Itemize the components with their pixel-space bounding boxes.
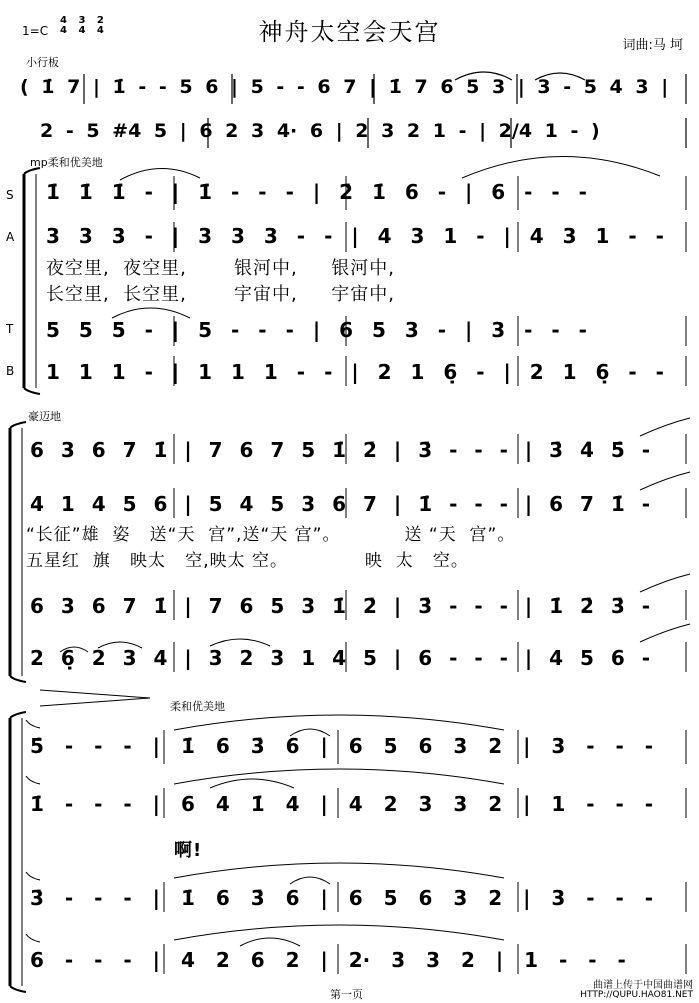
s2-tenor: 6 3 6 7 1̇ | 7 6 5 3 1̇ 2̇ | 3̇ - - - | 1̇ 2̇ 3̇ -	[30, 594, 651, 618]
s3-lyric: 啊!	[174, 840, 203, 861]
tempo-chorus: 豪迈地	[28, 410, 61, 423]
composer-credit: 词曲:马 坷	[622, 38, 683, 53]
s3-tenor: 3̇ - - - | 1̇ 6 3̇ 6 | 6 5 6 3 2 | 3 - - -	[30, 886, 654, 910]
song-title: 神舟太空会天宫	[258, 18, 441, 46]
s1-tenor: 5 5 5 - | 5 - - - | 6 5 3 - | 3 - - -	[46, 318, 587, 342]
s3-alto: 1̇ - - - | 6 4 1̇ 4 | 4 2 3 3 2 | 1 - - -	[30, 792, 654, 816]
intro-line-1: ( 1̇ 7 | 1̇ - - 5 6 | 5 - - 6 7 | 1̇ 7 6 5 3 | 3 - 5 4 3 |	[20, 76, 669, 98]
tempo-coda: 柔和优美地	[170, 700, 225, 713]
key-signature: 1=C	[22, 24, 49, 38]
s3-bass: 6 - - - | 4 2 6 2 | 2· 3 3 2 | 1 - - -	[30, 948, 626, 972]
part-label-b: B	[6, 364, 15, 378]
meter-1: 4 4	[60, 15, 67, 36]
s1-lyrics-verse-2: 长空里, 长空里, 宇宙中, 宇宙中,	[46, 284, 395, 305]
intro-line-2: 2 - 5 #4 5 | 6 2 3 4· 6 | 2 3 2 1 - | 2/4 1 - )	[40, 120, 600, 142]
s2-lyrics-verse-2: 五星红 旗 映太 空,映太 空。 映 太 空。	[26, 551, 469, 571]
s2-bass: 2 6̣ 2 3 4 | 3 2 3 1 4 5 | 6 - - - | 4 5 6 -	[30, 646, 651, 670]
part-label-s: S	[6, 188, 14, 202]
meter-3: 2 4	[96, 15, 104, 36]
site-url: HTTP://QUPU.HAO81.NET	[580, 990, 693, 1000]
tempo-intro: 小行板	[26, 56, 59, 69]
page-number: 第一页	[330, 988, 363, 1001]
s1-lyrics-verse-1: 夜空里, 夜空里, 银河中, 银河中,	[46, 258, 395, 279]
tempo-verse: mp柔和优美地	[30, 156, 103, 169]
s3-soprano: 5̇ - - - | 1̇ 6 3̇ 6 | 6 5 6 3 2 | 3 - - -	[30, 734, 654, 758]
s2-alto: 4 1 4 5 6 | 5 4 5 3 6 7 | 1̇ - - - | 6 7 1̇ -	[30, 492, 651, 516]
part-label-a: A	[6, 230, 15, 244]
s1-soprano: 1̇ 1̇ 1̇ - | 1̇ - - - | 2̇ 1̇ 6 - | 6 - - -	[46, 180, 587, 204]
s1-bass: 1 1 1 - | 1 1 1 - - | 2 1 6̣ - | 2 1 6̣ - -	[46, 360, 664, 384]
meter-2: 3 4	[78, 15, 86, 36]
part-label-t: T	[6, 322, 14, 336]
s1-alto: 3 3 3 - | 3 3 3 - - | 4 3 1 - | 4 3 1 - -	[46, 224, 664, 248]
s2-soprano: 6 3 6 7 1̇ | 7 6 7 5 1̇ 2̇ | 3̇ - - - | 3̇ 4̇ 5̇ -	[30, 438, 651, 462]
site-credit: 曲谱上传于中国曲谱网	[593, 980, 693, 991]
s2-lyrics-verse-1: “长征”雄 姿 送“天 宫”,送“天 宫”。 送 “天 宫”。	[26, 525, 516, 545]
